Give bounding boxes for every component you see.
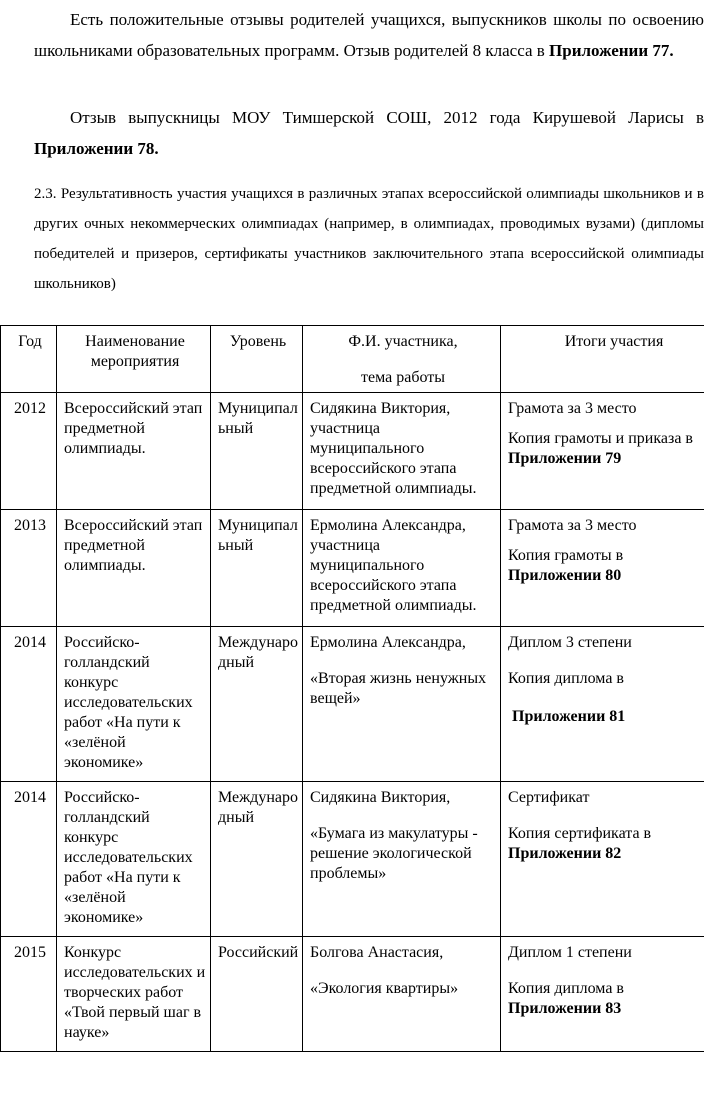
row-result: [501, 393, 704, 510]
intro-graduate-text: Отзыв выпускницы МОУ Тимшерской СОШ, 2012 года Кирушевой Ларисы в: [70, 108, 704, 127]
row-event: Российско-голландский конкурс исследовательских работ «На пути к «зелёной экономике»: [57, 627, 211, 782]
intro-paragraph-graduate: [34, 102, 704, 164]
row-participant-topic: «Вторая жизнь ненужных вещей»: [310, 670, 487, 707]
row-result-appendix: Приложении 83: [508, 1000, 622, 1017]
header-event: Наименование мероприятия: [57, 326, 211, 393]
row-participant: [303, 782, 501, 937]
row-result: [501, 937, 704, 1052]
row-result-award: Сертификат: [508, 789, 590, 806]
appendix-ref-77: Приложении 77.: [549, 41, 674, 60]
row-level: Муниципальный: [211, 510, 303, 627]
header-participant-line1: Ф.И. участника,: [348, 333, 458, 350]
table-row: [1, 782, 704, 937]
intro-reviews-text: Есть положительные отзывы родителей учащихся, выпускников школы по освоению школьниками образовательных программ. Отзыв родителей 8 класса в: [34, 10, 704, 60]
header-year: Год: [1, 326, 57, 393]
row-result-copy: Копия диплома в: [508, 670, 624, 687]
row-result-copy: Копия грамоты в: [508, 547, 624, 564]
row-participant: [303, 510, 501, 627]
header-level: Уровень: [211, 326, 303, 393]
table-row: [1, 510, 704, 627]
header-result: Итоги участия: [501, 326, 704, 393]
row-result: [501, 627, 704, 782]
row-year: 2013: [1, 510, 57, 627]
table-row: [1, 937, 704, 1052]
row-participant-topic: «Бумага из макулатуры - решение экологической проблемы»: [310, 825, 478, 882]
row-participant: [303, 627, 501, 782]
row-result-appendix: Приложении 81: [512, 708, 626, 725]
row-year: 2012: [1, 393, 57, 510]
row-result-award: Диплом 3 степени: [508, 634, 632, 651]
row-participant: [303, 393, 501, 510]
header-participant: [303, 326, 501, 393]
table-row: [1, 393, 704, 510]
row-year: 2014: [1, 782, 57, 937]
header-participant-line2: тема работы: [361, 369, 445, 386]
row-level: Международный: [211, 782, 303, 937]
row-level: Международный: [211, 627, 303, 782]
row-participant-name: Ермолина Александра,: [310, 634, 466, 651]
row-result-award: Диплом 1 степени: [508, 944, 632, 961]
row-year: 2015: [1, 937, 57, 1052]
row-level: Российский: [211, 937, 303, 1052]
row-result: [501, 510, 704, 627]
row-result-award: Грамота за 3 место: [508, 400, 637, 417]
row-result-copy: [508, 824, 704, 864]
appendix-ref-78: Приложении 78.: [34, 139, 159, 158]
row-result-copy-text: Копия сертификата в: [508, 825, 652, 842]
row-participant-name: Сидякина Виктория, участница муниципального всероссийского этапа предметной олимпиады.: [310, 400, 477, 497]
row-event: Конкурс исследовательских и творческих работ «Твой первый шаг в науке»: [57, 937, 211, 1052]
row-participant-name: Болгова Анастасия,: [310, 944, 444, 961]
row-event: Всероссийский этап предметной олимпиады.: [57, 510, 211, 627]
row-result-award: Грамота за 3 место: [508, 517, 637, 534]
row-participant-name: Ермолина Александра, участница муниципального всероссийского этапа предметной олимпиады.: [310, 517, 477, 614]
table-row: [1, 627, 704, 782]
row-result: [501, 782, 704, 937]
row-event: Всероссийский этап предметной олимпиады.: [57, 393, 211, 510]
row-result-appendix: Приложении 82: [508, 845, 622, 862]
row-level: Муниципальный: [211, 393, 303, 510]
row-participant-name: Сидякина Виктория,: [310, 789, 451, 806]
intro-paragraph-reviews: [34, 4, 704, 66]
row-result-appendix: Приложении 80: [508, 567, 622, 584]
row-result-appendix: Приложении 79: [508, 450, 622, 467]
row-participant: [303, 937, 501, 1052]
row-year: 2014: [1, 627, 57, 782]
table-header-row: [1, 326, 704, 393]
row-result-copy: Копия грамоты и приказа в: [508, 430, 693, 447]
olympiad-results-table: [0, 325, 704, 1052]
row-event: Российско-голландский конкурс исследовательских работ «На пути к «зелёной экономике»: [57, 782, 211, 937]
row-result-copy: Копия диплома в: [508, 980, 624, 997]
section-2-3-paragraph: 2.3. Результативность участия учащихся в различных этапах всероссийской олимпиады школьников и в других очных некоммерческих олимпиадах (например, в олимпиадах, проводимых вузами) (дипломы победителей и призеров, сертификаты участников заключительного этапа всероссийской олимпиады школьников): [34, 186, 704, 292]
row-participant-topic: «Экология квартиры»: [310, 980, 459, 997]
